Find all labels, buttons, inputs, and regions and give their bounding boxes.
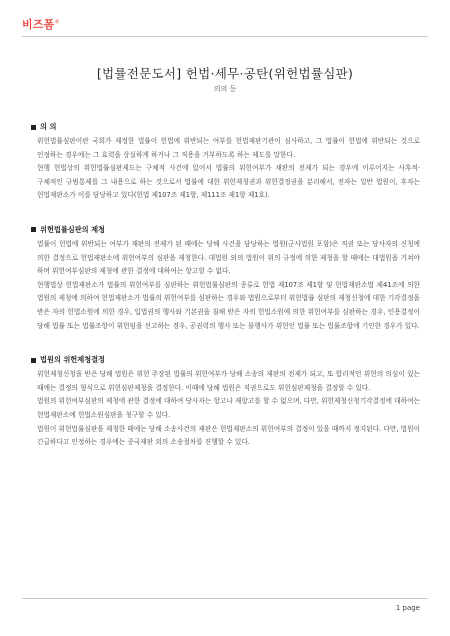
section-heading-text: 위헌법률심판의 제청 xyxy=(40,224,105,234)
section-heading xyxy=(31,355,420,365)
paragraph: 현행 헌법상의 위헌법률심판제도는 구체적 사건에 있어서 법률의 위헌여부가 재판의 전제가 되는 경우에 이루어지는 사후적·구체적인 규범통제를 그 내용으로 하는 것으로서 법률에 대한 위헌제청권과 위헌결정권을 분리해서, 전자는 일반 법원이, 후자는 헌법재판소가 이를 담당하고 있다(헌법 제107조 제1항, 제111조 제1항 제1호). xyxy=(37,164,420,200)
paragraph: 법률이 헌법에 위반되는 여부가 재판의 전제가 된 때에는 당해 사건을 담당하는 법원(군사법원 포함)은 직권 또는 당사자의 신청에 의한 결정으로 헌법재판소에 위헌여부의 심판을 제청한다. 대법원 외의 법원이 위의 규정에 의한 제청을 할 때에는 대법원을 거쳐야 하며 위헌여부심판의 제청에 관한 결정에 대하여는 항고할 수 없다. xyxy=(37,239,420,276)
paragraph: 법원의 위헌여부심판의 제청에 관한 결정에 대하여 당사자는 항고나 재항고를 할 수 없으며, 다만, 위헌제청신청기각결정에 대하여는 헌법재판소에 헌법소원심판을 청구할 수 있다. xyxy=(37,397,420,419)
brand-logo xyxy=(22,16,60,32)
section-court-decision xyxy=(31,355,420,450)
paragraph: 위헌법률심판이란 국회가 제정한 법률이 헌법에 위반되는 여부를 헌법재판기관이 심사하고, 그 법률이 헌법에 위반되는 것으로 인정하는 경우에는 그 효력을 상실하게 하거나 그 적용을 거부하도록 하는 제도를 말한다. xyxy=(37,137,420,159)
header-divider xyxy=(22,36,428,37)
document-title: [법률전문도서] 헌법·세무·공탄(위헌법률심판) xyxy=(96,66,354,81)
square-bullet-icon xyxy=(31,358,36,363)
section-heading-text: 의 의 xyxy=(40,122,57,131)
square-bullet-icon xyxy=(31,227,36,232)
registered-mark: ® xyxy=(54,19,60,26)
document-subtitle: 의의 등 xyxy=(213,85,237,93)
brand-logo-text: 비즈폼 xyxy=(22,18,55,31)
square-bullet-icon xyxy=(31,125,36,130)
section-heading xyxy=(31,225,420,235)
footer-divider xyxy=(22,598,428,599)
section-referral xyxy=(31,225,420,333)
section-definition xyxy=(31,122,420,203)
page-number: 1 page xyxy=(395,604,420,612)
paragraph: 위헌제청신청을 받은 당해 법원은 위헌 주장된 법률의 위헌여부가 당해 소송의 재판의 전제가 되고, 또 합리적인 위헌의 의심이 있는 때에는 결정의 형식으로 위헌심판제청을 결정한다. 이때에 당해 법원은 직권으로도 위헌심판제청을 결정할 수 있다. xyxy=(37,370,420,392)
section-heading-text: 법원의 위헌제청결정 xyxy=(40,355,105,365)
paragraph: 현행법상 헌법재판소가 법률의 위헌여부를 심판하는 위헌법률심판의 종류로 헌법 제107조 제1항 및 헌법재판소법 제41조에 의한 법원의 제청에 의하여 헌법재판소가 법률의 위헌여부를 심판하는 경우와 법원으로부터 위헌법률 심판의 제청신청에 대한 기각결정을 받은 자의 헌법소원에 의한 경우, 입법권의 행사와 기본권을 침해 받은 자의 헌법소원에 의한 위헌여부를 심판하는 경우, 인용결정이 당해 법률 또는 법률조항이 위헌임을 선고하는 경우, 공권력의 행사 또는 불행사가 위헌인 법률 또는 법률조항에 기인한 경우가 있다. xyxy=(37,280,420,330)
section-heading xyxy=(31,122,420,132)
paragraph: 법원이 위헌법률심판을 제청한 때에는 당해 소송사건의 재판은 헌법재판소의 위헌여부의 결정이 있을 때까지 정지된다. 다만, 법원이 긴급하다고 인정하는 경우에는 종국재판 외의 소송절차를 진행할 수 있다. xyxy=(37,424,420,447)
document-body xyxy=(31,122,420,472)
